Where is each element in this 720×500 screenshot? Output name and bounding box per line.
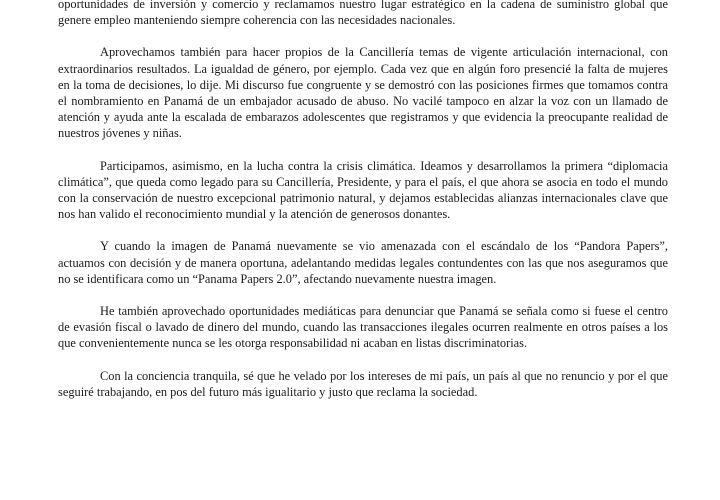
paragraph-3: Participamos, asimismo, en la lucha contra la crisis climática. Ideamos y desarrollamos la primera “diplomacia climática”, que queda como legado para su Cancillería, Presidente, y para el país, el que ahora se asocia en todo el mundo con la conservación de nuestro excepcional patrimonio natural, y dejamos establecidas alianzas internacionales clave que nos han valido el reconocimiento mundial y la atención de generosos donantes. — [58, 158, 668, 222]
paragraph-6: Con la conciencia tranquila, sé que he velado por los intereses de mi país, un país al que no renuncio y por el que seguiré trabajando, en pos del futuro más igualitario y justo que reclama la sociedad. — [58, 368, 668, 399]
paragraph-5: He también aprovechado oportunidades mediáticas para denunciar que Panamá se señala como si fuese el centro de evasión fiscal o lavado de dinero del mundo, cuando las transacciones ilegales ocurren realmente en otros países a los que convenientemente nunca se les otorga responsabilidad ni acaban en listas discriminatorias. — [58, 304, 668, 351]
paragraph-2: Aprovechamos también para hacer propios de la Cancillería temas de vigente articulación internacional, con extraordinarios resultados. La igualdad de género, por ejemplo. Cada vez que en algún foro presencié la falta de mujeres en la toma de decisiones, lo dije. Mi discurso fue congruente y se demostró con las posiciones firmes que tomamos contra el nombramiento en Panamá de un embajador acusado de abuso. No vacilé tampoco en alzar la voz con un llamado de atención y ayuda ante la escalada de embarazos adolescentes que registramos y que evidencia la preocupante realidad de nuestros jóvenes y niñas. — [58, 45, 668, 141]
paragraph-4: Y cuando la imagen de Panamá nuevamente se vio amenazada con el escándalo de los “Pandora Papers”, actuamos con decisión y de manera oportuna, adelantando medidas legales contundentes con las que nos aseguramos que no se identificara como un “Panama Papers 2.0”, afectando nuevamente nuestra imagen. — [58, 239, 668, 286]
paragraph-1: oportunidades de inversión y comercio y reclamamos nuestro lugar estratégico en la cadena de suministro global que genere empleo manteniendo siempre coherencia con las necesidades nacionales. — [58, 0, 668, 28]
